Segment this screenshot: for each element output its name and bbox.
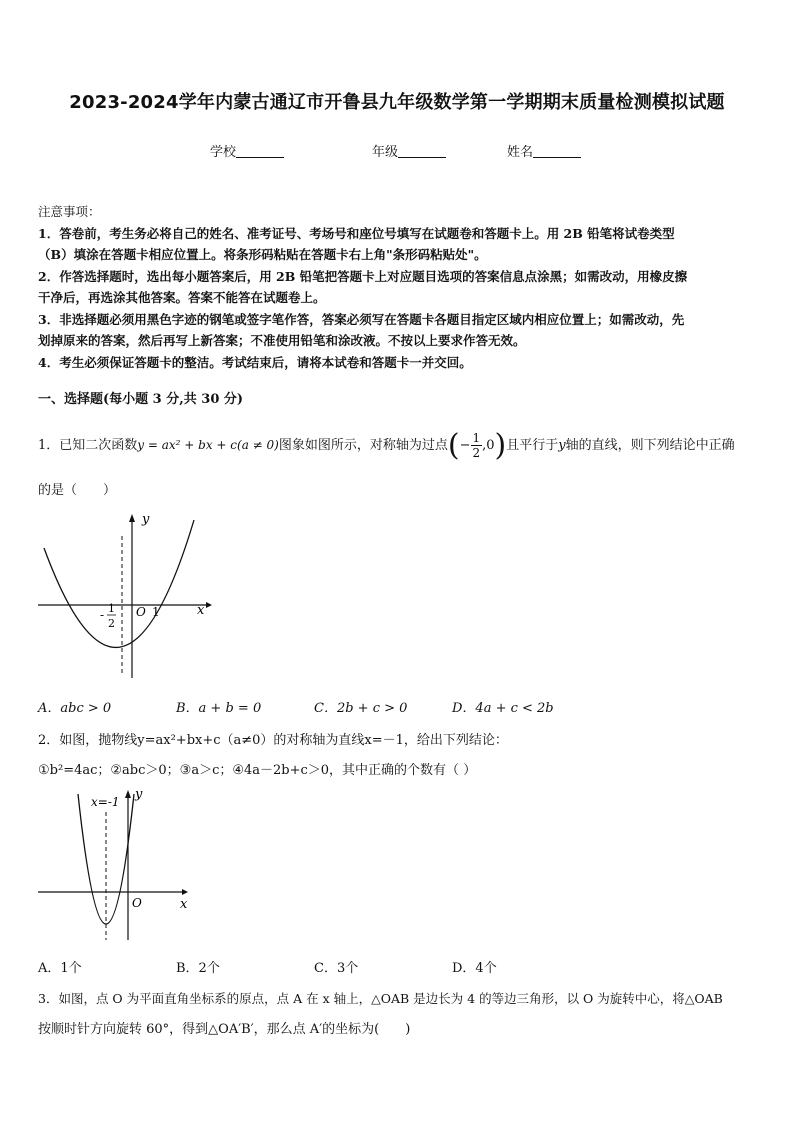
q1-suffix2: 轴的直线，则下列结论中正确 xyxy=(565,438,735,453)
q1-point-minus: − xyxy=(459,438,471,453)
tick-neg-half-minus: - xyxy=(100,608,105,622)
q2-parabola-graph xyxy=(36,784,196,944)
grade-blank xyxy=(398,145,446,158)
name-blank xyxy=(533,145,581,158)
q1-fraction xyxy=(471,431,483,460)
q1-formula: y = ax² + bx + c(a ≠ 0) xyxy=(137,438,279,452)
notice-line: 干净后，再选涂其他答案。答案不能答在试题卷上。 xyxy=(38,290,326,305)
question-2-line1: 2．如图，抛物线y=ax²+bx+c（a≠0）的对称轴为直线x=－1，给出下列结论： xyxy=(38,733,508,748)
left-paren: ( xyxy=(447,428,460,463)
q1-parabola-graph xyxy=(36,508,216,683)
symmetry-axis-label: x=-1 xyxy=(91,795,120,809)
q1-option-c[interactable]: C．2b + c > 0 xyxy=(314,701,408,716)
right-paren: ) xyxy=(494,428,507,463)
question-2-line2: ①b²=4ac；②abc＞0；③a＞c；④4a－2b+c＞0，其中正确的个数有（ ） xyxy=(38,763,477,778)
notice-line: （B）填涂在答题卡相应位置上。将条形码粘贴在答题卡右上角"条形码粘贴处"。 xyxy=(38,247,487,262)
grade-field xyxy=(372,141,446,160)
name-field xyxy=(507,141,581,160)
notice-line: 3．非选择题必须用黑色字迹的钢笔或签字笔作答，答案必须写在答题卡各题目指定区域内相应位置上；如需改动，先 xyxy=(38,311,685,327)
q1-option-a[interactable]: A．abc > 0 xyxy=(38,701,112,716)
y-axis-arrow xyxy=(129,514,135,522)
question-1-line2: 的是（ ） xyxy=(38,483,117,498)
notice-line: 1．答卷前，考生务必将自己的姓名、准考证号、考场号和座位号填写在试题卷和答题卡上。用 2B 铅笔将试卷类型 xyxy=(38,225,675,241)
y-label: y xyxy=(135,787,143,802)
x-label: x xyxy=(197,603,205,618)
q1-prefix: 1．已知二次函数 xyxy=(38,438,138,453)
origin-label: O xyxy=(136,605,146,619)
school-field xyxy=(210,141,284,160)
question-3-line2: 按顺时针方向旋转 60°，得到△OA′B′，那么点 A′的坐标为( ) xyxy=(38,1022,411,1037)
school-label: 学校 xyxy=(210,145,237,160)
tick-neg-half-num: 1 xyxy=(108,602,115,615)
q1-point-y: ,0 xyxy=(482,438,495,453)
notice-line: 4．考生必须保证答题卡的整洁。考试结束后，请将本试卷和答题卡一并交回。 xyxy=(38,354,472,370)
q2-option-b[interactable]: B．2个 xyxy=(176,961,220,976)
notice-heading: 注意事项： xyxy=(38,204,101,219)
y-label: y xyxy=(142,512,150,527)
notice-line: 划掉原来的答案，然后再写上新答案；不准使用铅笔和涂改液。不按以上要求作答无效。 xyxy=(38,333,526,348)
origin-label: O xyxy=(132,896,142,910)
x-axis-arrow xyxy=(206,602,212,608)
page-title: 2023-2024学年内蒙古通辽市开鲁县九年级数学第一学期期末质量检测模拟试题 xyxy=(69,92,725,113)
q1-frac-num: 1 xyxy=(472,431,481,445)
y-axis-arrow xyxy=(125,790,131,798)
q2-option-c[interactable]: C．3个 xyxy=(314,961,359,976)
q1-frac-den: 2 xyxy=(472,446,481,460)
x-axis-arrow xyxy=(182,889,188,895)
q2-option-d[interactable]: D．4个 xyxy=(452,961,497,976)
tick-1-label: 1 xyxy=(152,605,160,619)
q1-axis-var: y xyxy=(558,438,566,453)
q2-option-a[interactable]: A．1个 xyxy=(38,961,82,976)
q1-option-b[interactable]: B．a + b = 0 xyxy=(176,701,262,716)
q1-mid: 图象如图所示，对称轴为过点 xyxy=(278,438,448,453)
section-title: 一、选择题(每小题 3 分,共 30 分) xyxy=(38,392,244,407)
x-label: x xyxy=(180,897,188,912)
q1-option-d[interactable]: D．4a + c < 2b xyxy=(452,701,554,716)
question-1-stem xyxy=(38,428,735,463)
school-blank xyxy=(236,145,284,158)
parabola-curve xyxy=(44,520,194,647)
q1-suffix: 且平行于 xyxy=(506,438,559,453)
tick-neg-half-den: 2 xyxy=(108,617,115,630)
notice-line: 2．作答选择题时，选出每小题答案后，用 2B 铅笔把答题卡上对应题目选项的答案信息点涂黑；如需改动，用橡皮擦 xyxy=(38,268,688,284)
grade-label: 年级 xyxy=(372,145,399,160)
notice-block xyxy=(38,201,758,373)
name-label: 姓名 xyxy=(507,145,534,160)
question-3-line1: 3．如图，点 O 为平面直角坐标系的原点，点 A 在 x 轴上，△OAB 是边长为 4 的等边三角形，以 O 为旋转中心，将△OAB xyxy=(38,991,723,1006)
